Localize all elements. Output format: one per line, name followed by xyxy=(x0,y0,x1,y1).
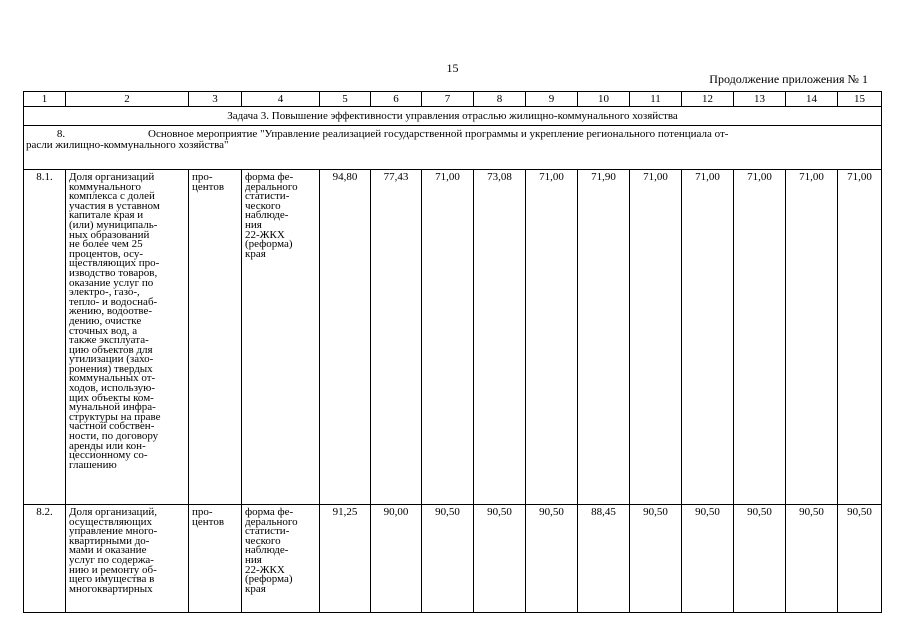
indicator-description-line: осуществляющих xyxy=(69,515,152,528)
indicator-source-line: ческого xyxy=(245,534,281,547)
indicator-value: 90,50 xyxy=(526,505,578,613)
column-number-cell: 5 xyxy=(320,92,371,107)
indicator-description-line: услуг по содержа- xyxy=(69,553,154,566)
indicator-value: 90,50 xyxy=(682,505,734,613)
column-number-cell: 11 xyxy=(630,92,682,107)
indicator-value: 94,80 xyxy=(320,170,371,505)
indicator-description-line: глашению xyxy=(69,458,117,471)
indicator-value: 71,00 xyxy=(682,170,734,505)
indicator-unit-line: про- xyxy=(192,506,213,518)
indicator-value: 73,08 xyxy=(474,170,526,505)
indicator-source-line: края xyxy=(245,247,266,260)
indicator-description-line: мунальной инфра- xyxy=(69,401,156,414)
indicator-description-line: утилизации (захо- xyxy=(69,353,154,366)
column-number-cell: 9 xyxy=(526,92,578,107)
indicator-description-line: квартирными до- xyxy=(69,534,150,547)
indicator-source-line: ния xyxy=(245,553,262,566)
indicator-source-line: 22-ЖКХ xyxy=(245,563,285,576)
indicator-description-line: тепло- и водоснаб- xyxy=(69,295,158,308)
indicator-description-line: ности, по договору xyxy=(69,430,159,443)
indicator-description-line: многоквартирных xyxy=(69,582,153,595)
indicator-value: 71,00 xyxy=(786,170,838,505)
indicator-description-line: управление много- xyxy=(69,525,158,538)
indicator-value: 71,90 xyxy=(578,170,630,505)
indicator-row xyxy=(24,170,882,505)
column-number-cell: 15 xyxy=(838,92,882,107)
column-number-cell: 14 xyxy=(786,92,838,107)
indicator-unit-line: про- xyxy=(192,171,213,183)
indicator-unit xyxy=(189,170,242,505)
indicator-source-line: статисти- xyxy=(245,525,290,538)
indicator-description-line: ных образований xyxy=(69,228,150,241)
column-number-cell: 3 xyxy=(189,92,242,107)
column-number-cell: 12 xyxy=(682,92,734,107)
indicator-value: 77,43 xyxy=(371,170,422,505)
indicator-value: 71,00 xyxy=(734,170,786,505)
main-event-row xyxy=(24,126,882,170)
indicator-value: 90,50 xyxy=(630,505,682,613)
indicator-value: 71,00 xyxy=(838,170,882,505)
indicator-description-line: аренды или кон- xyxy=(69,439,146,452)
indicator-value: 71,00 xyxy=(630,170,682,505)
indicator-source xyxy=(242,170,320,505)
column-number-cell: 7 xyxy=(422,92,474,107)
indicator-description-line: ронения) твердых xyxy=(69,362,153,375)
indicator-description-line: цию объектов для xyxy=(69,343,153,356)
indicator-value: 90,00 xyxy=(371,505,422,613)
indicator-description-line: коммунальных от- xyxy=(69,372,156,385)
indicator-value: 71,00 xyxy=(422,170,474,505)
indicator-description-line: частной собствен- xyxy=(69,420,155,433)
indicator-source-line: наблюде- xyxy=(245,544,289,557)
indicator-description-line: ществляющих про- xyxy=(69,257,160,270)
indicator-value: 90,50 xyxy=(838,505,882,613)
page-number: 15 xyxy=(446,61,459,75)
indicator-description-line: цессионному со- xyxy=(69,449,148,462)
indicator-number: 8.1. xyxy=(24,170,66,505)
indicator-description-line: Доля организаций, xyxy=(69,506,157,518)
indicator-source-line: дерального xyxy=(245,515,298,528)
main-event-number: 8. xyxy=(56,128,66,140)
indicator-description-line: капитале края и xyxy=(69,209,144,222)
indicator-source-line: края xyxy=(245,582,266,595)
indicator-unit xyxy=(189,505,242,613)
indicator-description xyxy=(66,505,189,613)
indicator-value: 71,00 xyxy=(526,170,578,505)
indicator-description-line: участия в уставном xyxy=(69,199,160,212)
indicator-unit-line: центов xyxy=(192,180,225,193)
indicator-description-line: коммунального xyxy=(69,180,141,193)
indicator-description-line: электро-, газо-, xyxy=(69,286,140,299)
indicator-source-line: 22-ЖКХ xyxy=(245,228,285,241)
indicator-description-line: Доля организаций xyxy=(69,171,155,183)
indicator-source-line: ния xyxy=(245,218,262,231)
indicator-description-line: также эксплуата- xyxy=(69,334,149,347)
indicator-description-line: жению, водоотве- xyxy=(69,305,153,318)
main-event-cell xyxy=(24,126,882,170)
indicator-description-line: (или) муниципаль- xyxy=(69,218,158,231)
task-title: Задача 3. Повышение эффективности управления отраслью жилищно-коммунального хозяйства xyxy=(24,107,882,126)
indicator-description-line: оказание услуг по xyxy=(69,276,154,289)
column-number-cell: 4 xyxy=(242,92,320,107)
column-number-cell: 2 xyxy=(66,92,189,107)
continuation-label: Продолжение приложения № 1 xyxy=(709,72,868,86)
indicator-description-line: комплекса с долей xyxy=(69,190,155,203)
indicator-row xyxy=(24,505,882,613)
indicator-source-line: (реформа) xyxy=(245,573,293,586)
column-number-cell: 13 xyxy=(734,92,786,107)
indicator-source-line: дерального xyxy=(245,180,298,193)
indicator-value: 90,50 xyxy=(786,505,838,613)
indicator-value: 88,45 xyxy=(578,505,630,613)
indicator-source-line: статисти- xyxy=(245,190,290,203)
indicator-description-line: щего имущества в xyxy=(69,573,155,586)
indicator-source-line: наблюде- xyxy=(245,209,289,222)
indicator-source-line: ческого xyxy=(245,199,281,212)
indicator-description-line: дению, очистке xyxy=(69,314,142,327)
indicator-description-line: щих объекты ком- xyxy=(69,391,154,404)
indicator-value: 90,50 xyxy=(734,505,786,613)
indicator-description-line: сточных вод, а xyxy=(69,324,138,337)
column-number-cell: 1 xyxy=(24,92,66,107)
indicator-description xyxy=(66,170,189,505)
indicator-description-line: изводство товаров, xyxy=(69,266,158,279)
column-number-cell: 6 xyxy=(371,92,422,107)
indicator-source-line: форма фе- xyxy=(245,506,294,518)
indicator-description-line: процентов, осу- xyxy=(69,247,144,260)
indicator-value: 90,50 xyxy=(422,505,474,613)
indicators-table xyxy=(23,91,882,613)
indicator-source xyxy=(242,505,320,613)
indicator-description-line: мами и оказание xyxy=(69,544,147,557)
indicator-number: 8.2. xyxy=(24,505,66,613)
indicator-value: 91,25 xyxy=(320,505,371,613)
column-number-cell: 10 xyxy=(578,92,630,107)
column-number-row xyxy=(24,92,882,107)
indicator-description-line: структуры на праве xyxy=(69,410,161,423)
indicator-value: 90,50 xyxy=(474,505,526,613)
indicator-description-line: ходов, использую- xyxy=(69,382,156,395)
indicator-source-line: (реформа) xyxy=(245,238,293,251)
indicator-description-line: не более чем 25 xyxy=(69,238,143,251)
indicator-description-line: нию и ремонту об- xyxy=(69,563,157,576)
main-event-text-line2: расли жилищно-коммунального хозяйства" xyxy=(26,139,229,151)
indicator-source-line: форма фе- xyxy=(245,171,294,183)
task-row xyxy=(24,107,882,126)
main-event-text-line1: Основное мероприятие "Управление реализацией государственной программы и укрепление регионального потенциала от- xyxy=(148,128,729,140)
column-number-cell: 8 xyxy=(474,92,526,107)
indicator-unit-line: центов xyxy=(192,515,225,528)
